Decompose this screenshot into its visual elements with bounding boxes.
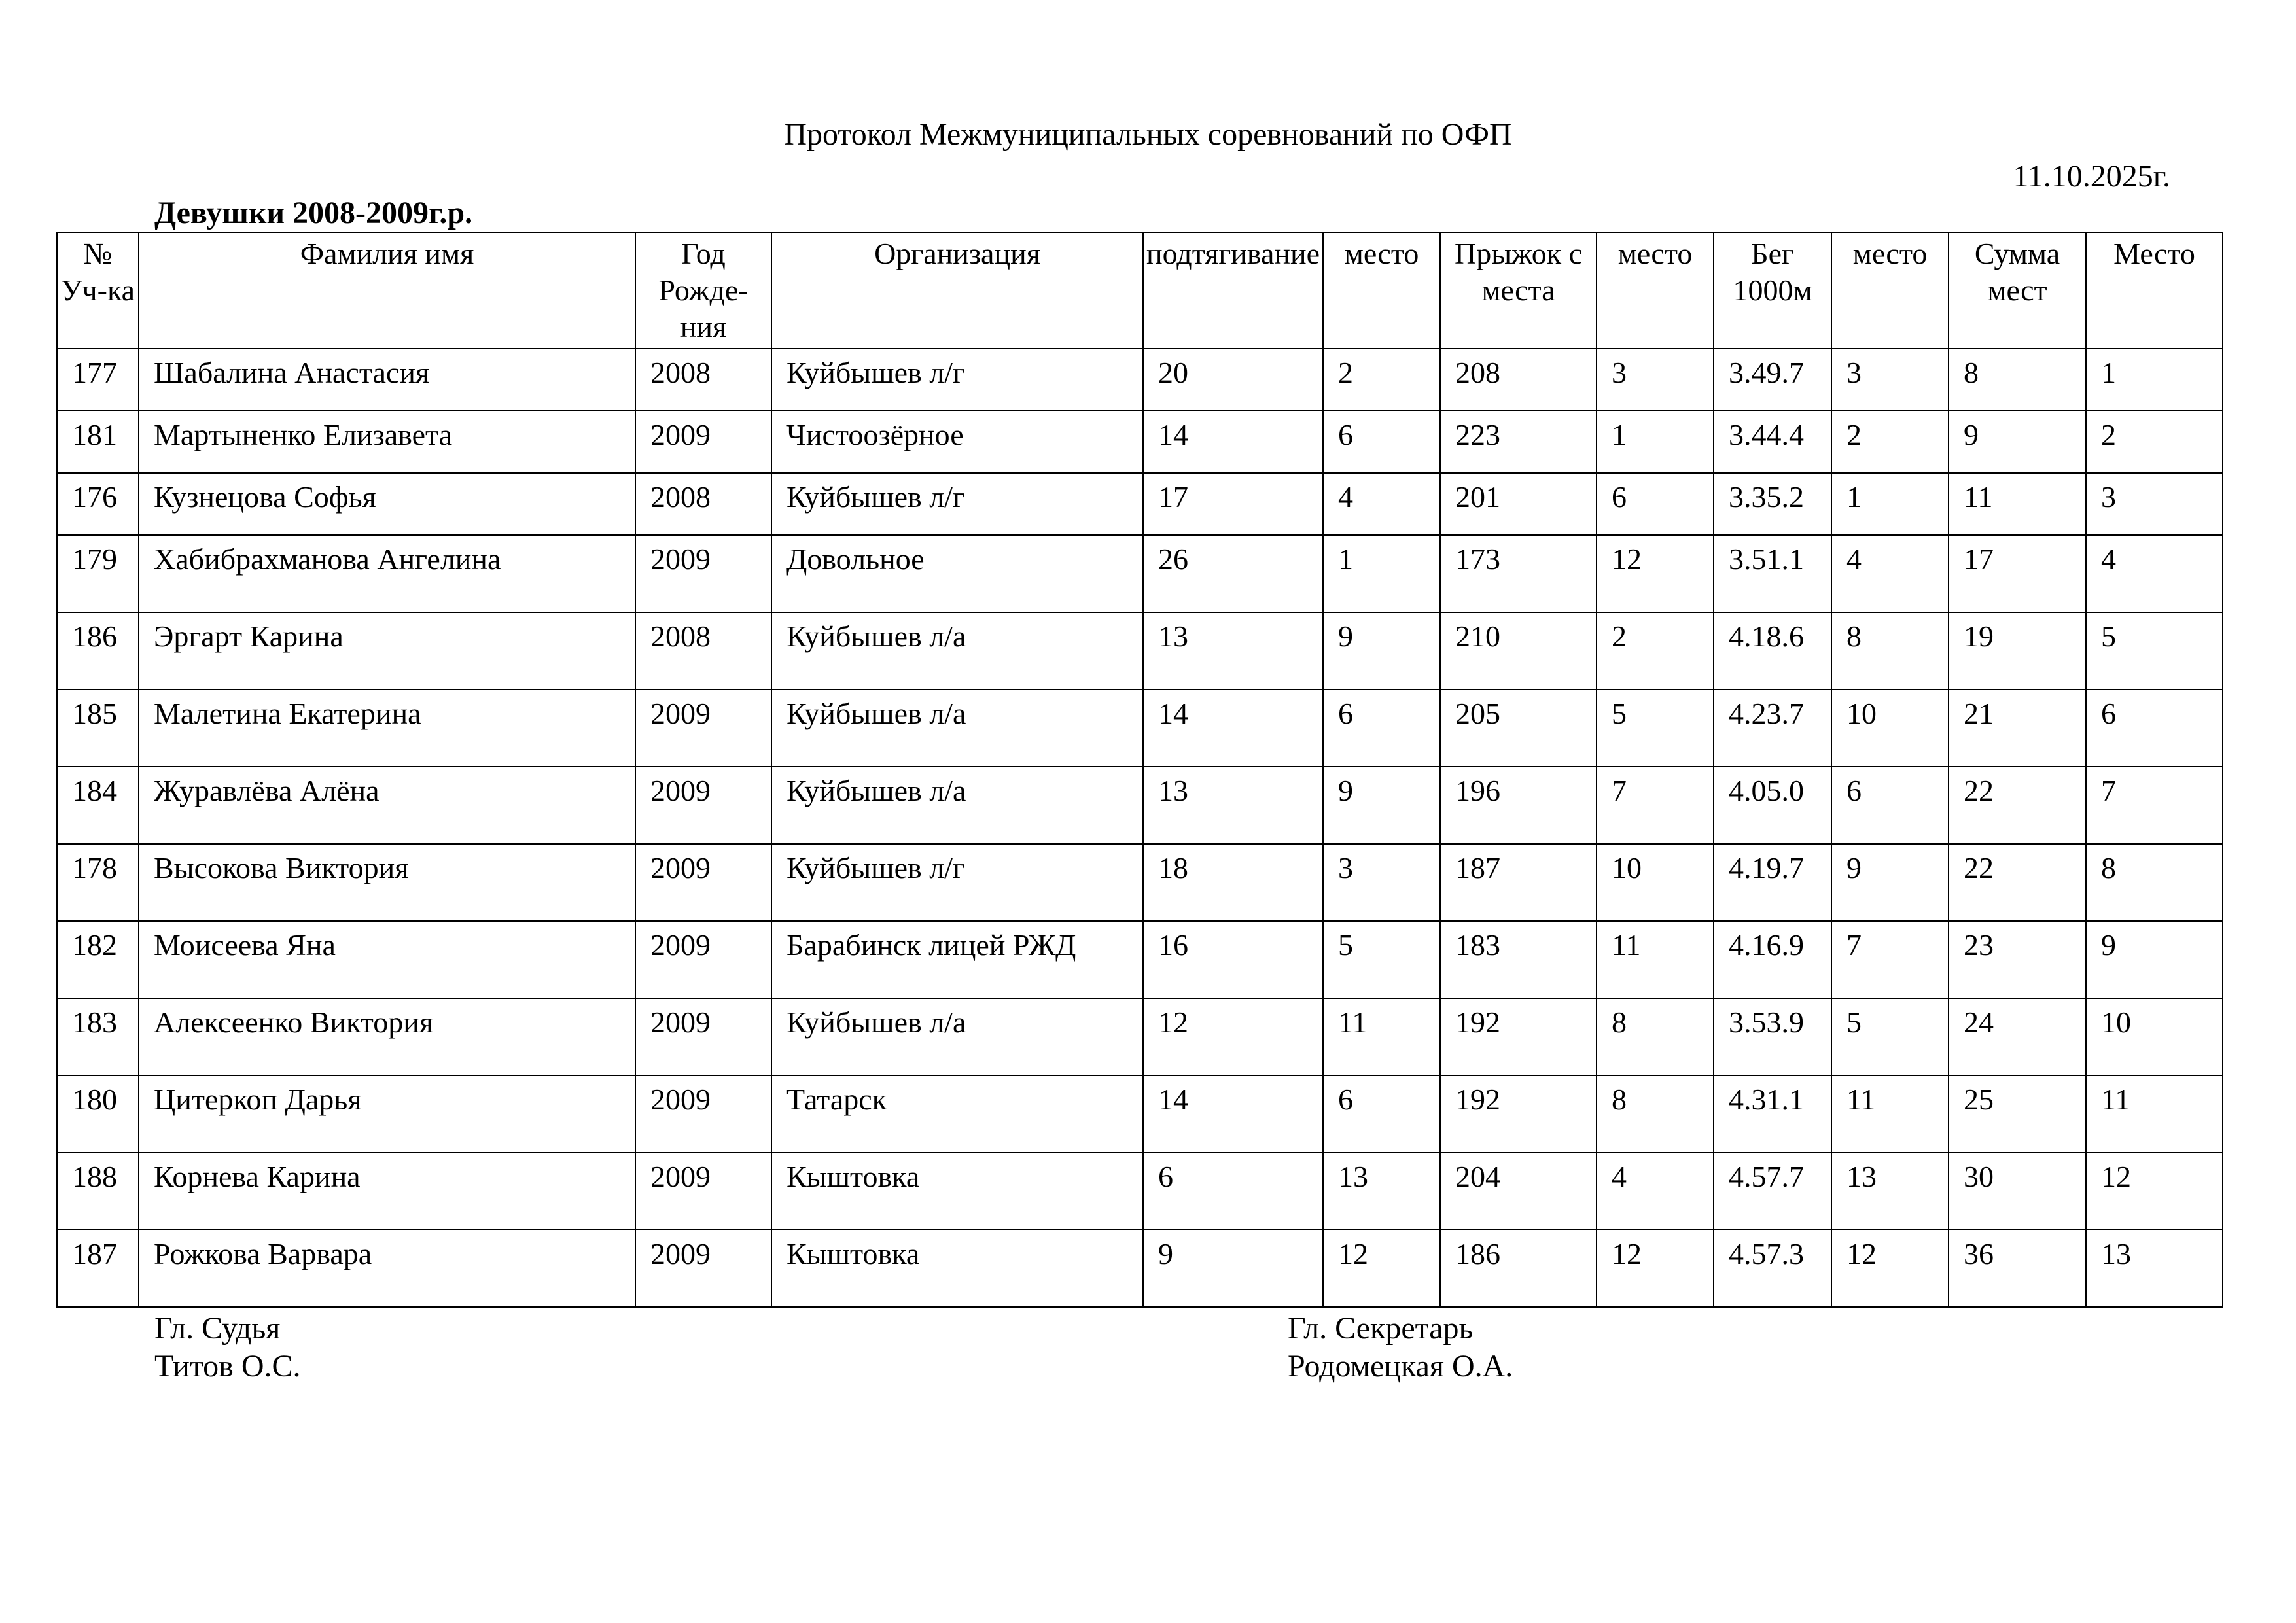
cell-run-place: 8 [1831,612,1949,689]
cell-participant-number: 187 [57,1230,139,1307]
cell-jump: 192 [1440,998,1597,1075]
cell-full-name: Шабалина Анастасия [139,349,635,411]
cell-participant-number: 186 [57,612,139,689]
table-row [57,844,2223,921]
cell-run-1000m: 4.23.7 [1714,689,1831,767]
cell-organization: Довольное [771,535,1143,612]
cell-participant-number: 181 [57,411,139,473]
cell-run-place: 5 [1831,998,1949,1075]
cell-final-place: 4 [2086,535,2223,612]
cell-jump-place: 7 [1597,767,1714,844]
cell-run-place: 2 [1831,411,1949,473]
table-row [57,411,2223,473]
cell-pullups-place: 1 [1323,535,1440,612]
cell-jump: 196 [1440,767,1597,844]
cell-run-place: 9 [1831,844,1949,921]
cell-final-place: 13 [2086,1230,2223,1307]
cell-organization: Куйбышев л/а [771,612,1143,689]
cell-final-place: 1 [2086,349,2223,411]
cell-full-name: Корнева Карина [139,1153,635,1230]
cell-full-name: Хабибрахманова Ангелина [139,535,635,612]
cell-birth-year: 2009 [635,921,771,998]
cell-jump-place: 5 [1597,689,1714,767]
cell-jump-place: 6 [1597,473,1714,535]
results-table [56,232,2223,1308]
cell-full-name: Мартыненко Елизавета [139,411,635,473]
cell-places-sum: 11 [1949,473,2086,535]
cell-run-place: 4 [1831,535,1949,612]
cell-pullups-place: 6 [1323,689,1440,767]
judge-name: Титов О.С. [154,1349,301,1384]
cell-birth-year: 2008 [635,612,771,689]
cell-pullups: 14 [1143,689,1323,767]
cell-pullups-place: 12 [1323,1230,1440,1307]
cell-run-place: 11 [1831,1075,1949,1153]
cell-pullups-place: 4 [1323,473,1440,535]
cell-participant-number: 188 [57,1153,139,1230]
cell-pullups: 26 [1143,535,1323,612]
cell-full-name: Алексеенко Виктория [139,998,635,1075]
cell-organization: Куйбышев л/г [771,473,1143,535]
cell-full-name: Журавлёва Алёна [139,767,635,844]
cell-jump-place: 12 [1597,1230,1714,1307]
cell-pullups-place: 13 [1323,1153,1440,1230]
cell-run-1000m: 4.18.6 [1714,612,1831,689]
cell-birth-year: 2009 [635,1230,771,1307]
cell-final-place: 5 [2086,612,2223,689]
cell-final-place: 10 [2086,998,2223,1075]
cell-full-name: Рожкова Варвара [139,1230,635,1307]
cell-places-sum: 22 [1949,767,2086,844]
cell-run-place: 12 [1831,1230,1949,1307]
cell-final-place: 8 [2086,844,2223,921]
column-header-participant-number: № Уч-ка [57,232,139,349]
column-header-jump-place: место [1597,232,1714,349]
cell-places-sum: 24 [1949,998,2086,1075]
group-label: Девушки 2008-2009г.р. [154,196,473,230]
cell-participant-number: 176 [57,473,139,535]
cell-run-1000m: 4.19.7 [1714,844,1831,921]
cell-birth-year: 2008 [635,349,771,411]
document-date: 11.10.2025г. [2013,159,2170,194]
cell-run-place: 13 [1831,1153,1949,1230]
cell-places-sum: 21 [1949,689,2086,767]
cell-places-sum: 30 [1949,1153,2086,1230]
cell-places-sum: 25 [1949,1075,2086,1153]
cell-jump: 223 [1440,411,1597,473]
cell-birth-year: 2009 [635,998,771,1075]
cell-final-place: 7 [2086,767,2223,844]
cell-participant-number: 178 [57,844,139,921]
cell-pullups-place: 3 [1323,844,1440,921]
cell-birth-year: 2009 [635,1153,771,1230]
cell-participant-number: 180 [57,1075,139,1153]
cell-jump: 205 [1440,689,1597,767]
table-row [57,1153,2223,1230]
column-header-run-1000m: Бег 1000м [1714,232,1831,349]
table-row [57,1075,2223,1153]
cell-pullups: 20 [1143,349,1323,411]
cell-jump: 201 [1440,473,1597,535]
cell-jump-place: 4 [1597,1153,1714,1230]
cell-birth-year: 2009 [635,411,771,473]
cell-jump: 187 [1440,844,1597,921]
table-header-row [57,232,2223,349]
cell-run-1000m: 3.35.2 [1714,473,1831,535]
table-row [57,473,2223,535]
column-header-organization: Организация [771,232,1143,349]
cell-final-place: 9 [2086,921,2223,998]
cell-pullups: 17 [1143,473,1323,535]
cell-run-place: 7 [1831,921,1949,998]
cell-pullups: 12 [1143,998,1323,1075]
cell-birth-year: 2009 [635,767,771,844]
cell-jump: 204 [1440,1153,1597,1230]
secretary-name: Родомецкая О.А. [1288,1349,1513,1384]
column-header-run-place: место [1831,232,1949,349]
cell-jump-place: 3 [1597,349,1714,411]
cell-jump: 192 [1440,1075,1597,1153]
judge-title: Гл. Судья [154,1311,281,1346]
cell-birth-year: 2009 [635,844,771,921]
cell-places-sum: 23 [1949,921,2086,998]
cell-jump: 208 [1440,349,1597,411]
cell-full-name: Кузнецова Софья [139,473,635,535]
cell-pullups: 6 [1143,1153,1323,1230]
cell-organization: Кыштовка [771,1153,1143,1230]
cell-pullups-place: 2 [1323,349,1440,411]
cell-places-sum: 8 [1949,349,2086,411]
table-row [57,921,2223,998]
cell-run-1000m: 4.57.7 [1714,1153,1831,1230]
cell-places-sum: 17 [1949,535,2086,612]
column-header-birth-year: Год Рожде-ния [635,232,771,349]
column-header-pullups-place: место [1323,232,1440,349]
column-header-jump: Прыжок с места [1440,232,1597,349]
cell-organization: Куйбышев л/г [771,844,1143,921]
column-header-pullups: подтягивание [1143,232,1323,349]
cell-organization: Барабинск лицей РЖД [771,921,1143,998]
cell-jump-place: 8 [1597,1075,1714,1153]
cell-participant-number: 183 [57,998,139,1075]
cell-run-1000m: 3.51.1 [1714,535,1831,612]
table-body [57,349,2223,1307]
table-row [57,998,2223,1075]
table-row [57,689,2223,767]
cell-jump: 210 [1440,612,1597,689]
cell-organization: Кыштовка [771,1230,1143,1307]
cell-jump: 173 [1440,535,1597,612]
cell-birth-year: 2009 [635,689,771,767]
cell-full-name: Высокова Виктория [139,844,635,921]
cell-full-name: Моисеева Яна [139,921,635,998]
cell-participant-number: 182 [57,921,139,998]
cell-organization: Куйбышев л/г [771,349,1143,411]
cell-places-sum: 36 [1949,1230,2086,1307]
cell-full-name: Малетина Екатерина [139,689,635,767]
cell-pullups-place: 9 [1323,767,1440,844]
cell-run-place: 3 [1831,349,1949,411]
cell-jump-place: 2 [1597,612,1714,689]
cell-birth-year: 2009 [635,535,771,612]
cell-organization: Куйбышев л/а [771,767,1143,844]
cell-places-sum: 19 [1949,612,2086,689]
secretary-signature [1288,1310,1513,1386]
cell-final-place: 3 [2086,473,2223,535]
table-row [57,349,2223,411]
cell-participant-number: 179 [57,535,139,612]
cell-run-1000m: 3.53.9 [1714,998,1831,1075]
cell-participant-number: 184 [57,767,139,844]
cell-jump-place: 1 [1597,411,1714,473]
cell-pullups-place: 6 [1323,411,1440,473]
table-row [57,767,2223,844]
cell-organization: Куйбышев л/а [771,998,1143,1075]
cell-birth-year: 2009 [635,1075,771,1153]
table-row [57,612,2223,689]
cell-run-1000m: 3.49.7 [1714,349,1831,411]
cell-full-name: Цитеркоп Дарья [139,1075,635,1153]
cell-pullups: 13 [1143,612,1323,689]
judge-signature [154,1310,301,1386]
cell-birth-year: 2008 [635,473,771,535]
cell-final-place: 6 [2086,689,2223,767]
table-row [57,1230,2223,1307]
cell-jump: 183 [1440,921,1597,998]
cell-places-sum: 9 [1949,411,2086,473]
cell-pullups: 14 [1143,411,1323,473]
document-title: Протокол Межмуниципальных соревнований по ОФП [784,117,1512,152]
cell-jump-place: 8 [1597,998,1714,1075]
cell-jump: 186 [1440,1230,1597,1307]
cell-full-name: Эргарт Карина [139,612,635,689]
cell-pullups: 13 [1143,767,1323,844]
cell-jump-place: 12 [1597,535,1714,612]
cell-final-place: 12 [2086,1153,2223,1230]
cell-pullups: 9 [1143,1230,1323,1307]
cell-pullups: 18 [1143,844,1323,921]
cell-jump-place: 10 [1597,844,1714,921]
cell-run-1000m: 4.05.0 [1714,767,1831,844]
cell-jump-place: 11 [1597,921,1714,998]
cell-final-place: 2 [2086,411,2223,473]
cell-pullups-place: 9 [1323,612,1440,689]
column-header-places-sum: Сумма мест [1949,232,2086,349]
cell-run-1000m: 4.31.1 [1714,1075,1831,1153]
cell-organization: Татарск [771,1075,1143,1153]
cell-pullups-place: 6 [1323,1075,1440,1153]
cell-run-1000m: 4.57.3 [1714,1230,1831,1307]
cell-run-1000m: 3.44.4 [1714,411,1831,473]
cell-organization: Чистоозёрное [771,411,1143,473]
cell-run-1000m: 4.16.9 [1714,921,1831,998]
cell-participant-number: 177 [57,349,139,411]
cell-run-place: 10 [1831,689,1949,767]
cell-pullups: 14 [1143,1075,1323,1153]
cell-pullups: 16 [1143,921,1323,998]
secretary-title: Гл. Секретарь [1288,1311,1474,1346]
cell-final-place: 11 [2086,1075,2223,1153]
column-header-full-name: Фамилия имя [139,232,635,349]
cell-pullups-place: 5 [1323,921,1440,998]
cell-organization: Куйбышев л/а [771,689,1143,767]
cell-pullups-place: 11 [1323,998,1440,1075]
cell-participant-number: 185 [57,689,139,767]
column-header-final-place: Место [2086,232,2223,349]
cell-places-sum: 22 [1949,844,2086,921]
table-row [57,535,2223,612]
cell-run-place: 1 [1831,473,1949,535]
cell-run-place: 6 [1831,767,1949,844]
